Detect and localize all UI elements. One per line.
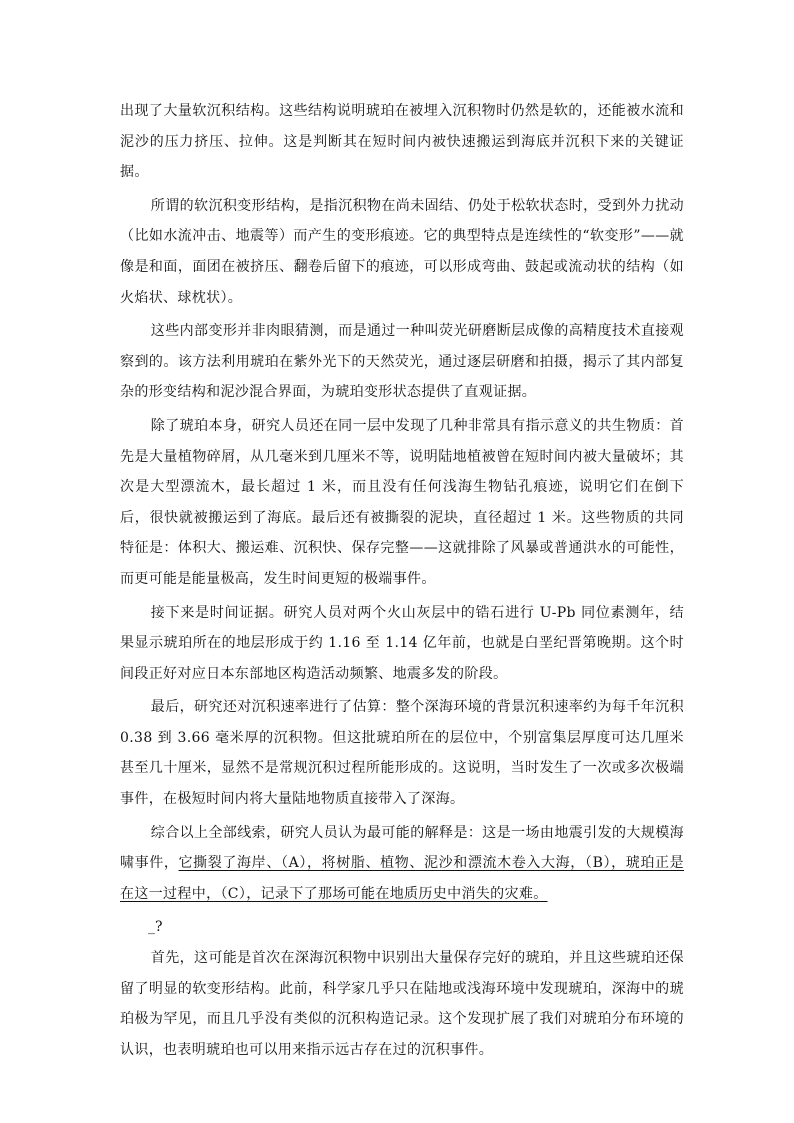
conclusion-lead: 综合以上全部线索，研究人员认为最可能的解释是：这是一场由地震引发的大规模海啸事件， — [120, 824, 684, 872]
paragraph-fluorescence-imaging: 这些内部变形并非肉眼猜测，而是通过一种叫荧光研磨断层成像的高精度技术直接观察到的。该方法利用琥珀在紫外光下的天然荧光，通过逐层研磨和拍摄，揭示了其内部复杂的形变结构和泥沙混合界面，为琥珀变形状态提供了直观证据。 — [120, 323, 684, 401]
paragraph-sedimentation-rate: 最后，研究还对沉积速率进行了估算：整个深海环境的背景沉积速率约为每千年沉积 0.38 到 3.66 毫米厚的沉积物。但这批琥珀所在的层位中，个别富集层厚度可达几厘米甚至几十厘米，显然不是常规沉积过程所能形成的。这说明，当时发生了一次或多次极端事件，在极短时间内将大量陆地物质直接带入了深海。 — [120, 699, 684, 808]
question-blank: _? — [148, 919, 163, 936]
paragraph-time-evidence: 接下来是时间证据。研究人员对两个火山灰层中的锆石进行 U-Pb 同位素测年，结果显示琥珀所在的地层形成于约 1.16 至 1.14 亿年前，也就是白垩纪晋第晚期。这个时间段正好对应日本东部地区构造活动频繁、地震多发的阶段。 — [120, 604, 684, 682]
paragraph-soft-sediment-intro: 出现了大量软沉积结构。这些结构说明琥珀在被埋入沉积物时仍然是软的，还能被水流和泥沙的压力挤压、拉伸。这是判断其在短时间内被快速搬运到海底并沉积下来的关键证据。 — [120, 103, 684, 181]
paragraph-soft-deformation-definition: 所谓的软沉积变形结构，是指沉积物在尚未固结、仍处于松软状态时，受到外力扰动（比如水流冲击、地震等）而产生的变形痕迹。它的典型特点是连续性的“软变形”——就像是和面，面团在被挤压、翻卷后留下的痕迹，可以形成弯曲、鼓起或流动状的结构（如火焰状、球枕状）。 — [120, 197, 684, 306]
paragraph-significance: 首先，这可能是首次在深海沉积物中识别出大量保存完好的琥珀，并且这些琥珀还保留了明显的软变形结构。此前，科学家几乎只在陆地或浅海环境中发现琥珀，深海中的琥珀极为罕见，而且几乎没有类似的沉积构造记录。这个发现扩展了我们对琥珀分布环境的认识，也表明琥珀也可以用来指示远古存在过的沉积事件。 — [120, 950, 684, 1058]
conclusion-underlined-sentence: 它撕裂了海岸、（A），将树脂、植物、泥沙和漂流木卷入大海，（B），琥珀正是在这一过程中，（C），记录下了那场可能在地质历史中消失的灾难。 — [120, 855, 684, 902]
paragraph-associated-materials: 除了琥珀本身，研究人员还在同一层中发现了几种非常具有指示意义的共生物质：首先是大量植物碎屑，从几毫米到几厘米不等，说明陆地植被曾在短时间内被大量破坏；其次是大型漂流木，最长超过 1 米，而且没有任何浅海生物钻孔痕迹，说明它们在倒下后，很快就被搬运到了海底。最后还有被撕裂的泥块，直径超过 1 米。这些物质的共同特征是：体积大、搬运难、沉积快、保存完整——这就排除了风暴或普通洪水的可能性，而更可能是能量极高，发生时间更短的极端事件。 — [120, 417, 684, 587]
paragraph-conclusion — [120, 818, 684, 910]
